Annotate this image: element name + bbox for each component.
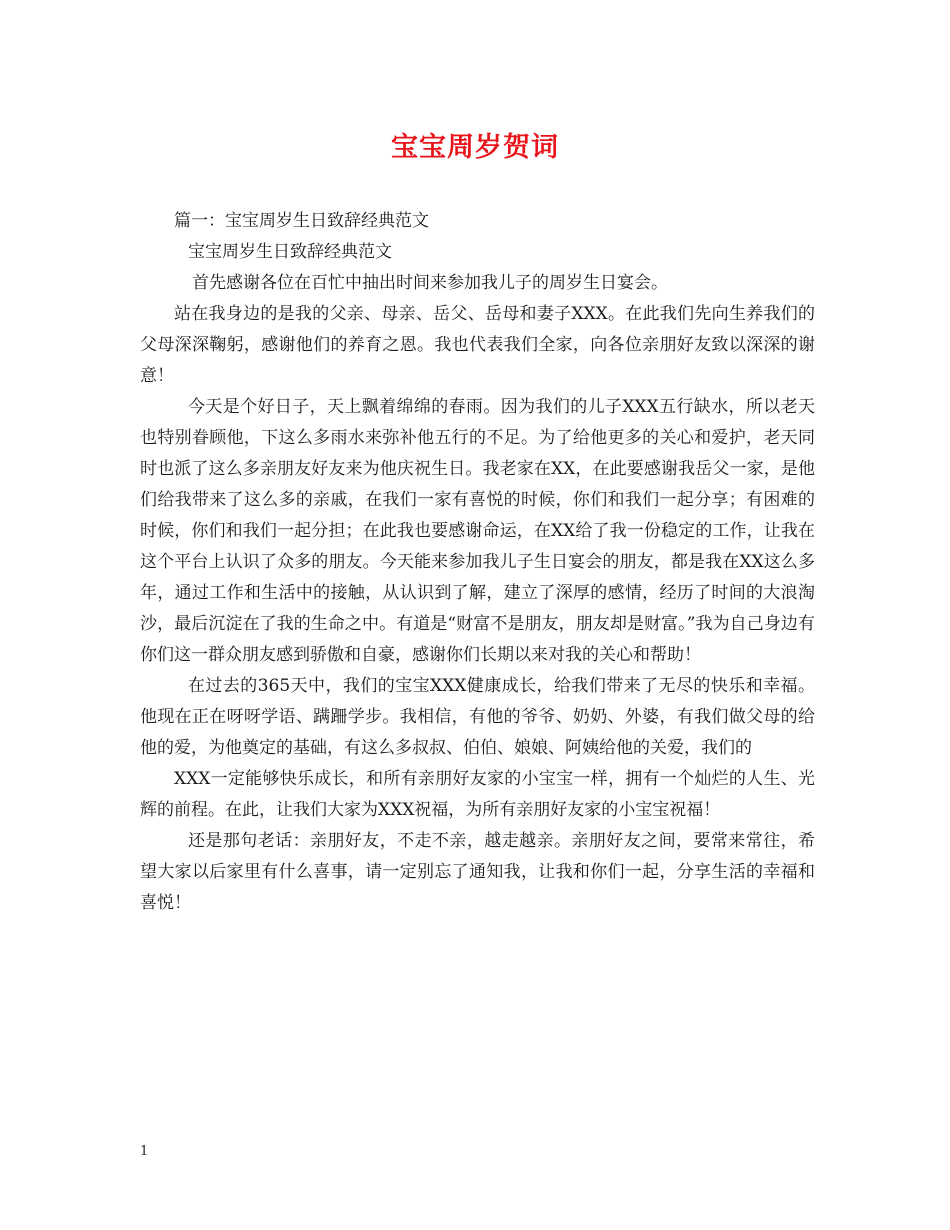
paragraph-good-day: 今天是个好日子，天上飘着绵绵的春雨。因为我们的儿子XXX五行缺水，所以老天也特别眷顾他，下这么多雨水来弥补他五行的不足。为了给他更多的关心和爱护，老天同时也派了这么多亲朋友好友来为他庆祝生日。我老家在XX，在此要感谢我岳父一家，是他们给我带来了这么多的亲戚，在我们一家有喜悦的时候，你们和我们一起分享；有困难的时候，你们和我们一起分担；在此我也要感谢命运，在XX给了我一份稳定的工作，让我在这个平台上认识了众多的朋友。今天能来参加我儿子生日宴会的朋友，都是我在XX这么多年，通过工作和生活中的接触，从认识到了解，建立了深厚的感情，经历了时间的大浪淘沙，最后沉淀在了我的生命之中。有道是“财富不是朋友，朋友却是财富。”我为自己身边有你们这一群众朋友感到骄傲和自豪，感谢你们长期以来对我的关心和帮助！ bbox=[140, 397, 815, 665]
paragraph-blessing: XXX一定能够快乐成长，和所有亲朋好友家的小宝宝一样，拥有一个灿烂的人生、光辉的前程。在此，让我们大家为XXX祝福，为所有亲朋好友家的小宝宝祝福！ bbox=[140, 769, 815, 820]
paragraph-closing: 还是那句老话：亲朋好友，不走不亲，越走越亲。亲朋好友之间，要常来常往，希望大家以后家里有什么喜事，请一定别忘了通知我，让我和你们一起，分享生活的幸福和喜悦！ bbox=[140, 831, 815, 913]
paragraph-family: 站在我身边的是我的父亲、母亲、岳父、岳母和妻子XXX。在此我们先向生养我们的父母深深鞠躬，感谢他们的养育之恩。我也代表我们全家，向各位亲朋好友致以深深的谢意！ bbox=[140, 304, 815, 386]
paragraph-opening: 首先感谢各位在百忙中抽出时间来参加我儿子的周岁生日宴会。 bbox=[192, 273, 668, 293]
paragraph-past-year: 在过去的365天中，我们的宝宝XXX健康成长，给我们带来了无尽的快乐和幸福。他现在正在呀呀学语、蹒跚学步。我相信，有他的爷爷、奶奶、外婆，有我们做父母的给他的爱，为他奠定的基础，有这么多叔叔、伯伯、娘娘、阿姨给他的关爱，我们的 bbox=[140, 676, 815, 758]
paragraph-section-heading: 篇一：宝宝周岁生日致辞经典范文 bbox=[174, 211, 429, 231]
document-title: 宝宝周岁贺词 bbox=[391, 132, 559, 163]
paragraph-subtitle: 宝宝周岁生日致辞经典范文 bbox=[188, 242, 392, 262]
page-number: 1 bbox=[140, 1144, 149, 1159]
document-body bbox=[140, 206, 815, 919]
